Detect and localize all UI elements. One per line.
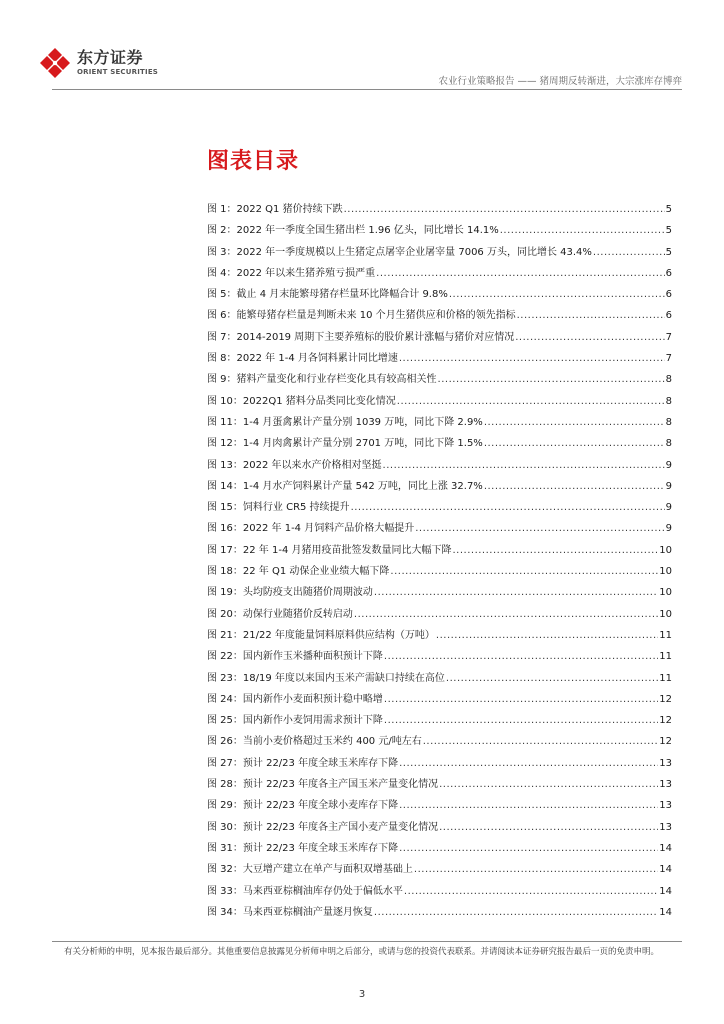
logo-english-name: ORIENT SECURITIES (77, 68, 159, 76)
toc-entry-page: 13 (659, 821, 672, 833)
toc-entry[interactable] (207, 522, 672, 543)
toc-entry-label: 图 14：1-4 月水产饲料累计产量 542 万吨，同比上涨 32.7% (207, 480, 483, 492)
toc-entry-page: 14 (659, 842, 672, 854)
toc-entry-page: 5 (665, 225, 672, 237)
toc-dot-leader (453, 544, 659, 558)
toc-entry-page: 8 (665, 395, 672, 407)
toc-entry-page: 6 (665, 267, 672, 279)
footer-divider (52, 941, 682, 942)
toc-entry-label: 图 27：预计 22/23 年度全球玉米库存下降 (207, 757, 399, 769)
toc-dot-leader (404, 885, 658, 899)
toc-entry[interactable] (207, 352, 672, 373)
toc-entry-label: 图 21：21/22 年度能量饲料原料供应结构（万吨） (207, 629, 435, 641)
toc-entry-label: 图 1：2022 Q1 猪价持续下跌 (207, 204, 343, 215)
toc-dot-leader (439, 821, 658, 835)
toc-dot-leader (390, 565, 658, 579)
toc-entry-label: 图 25：国内新作小麦饲用需求预计下降 (207, 715, 383, 727)
toc-dot-leader (436, 629, 658, 643)
toc-entry-label: 图 13：2022 年以来水产价格相对坚挺 (207, 459, 382, 471)
toc-entry[interactable] (207, 331, 672, 352)
toc-dot-leader (351, 501, 665, 515)
toc-entry[interactable] (207, 757, 672, 778)
toc-entry-page: 11 (659, 672, 672, 684)
toc-entry-page: 10 (659, 566, 672, 578)
company-logo (38, 46, 158, 80)
toc-dot-leader (374, 586, 658, 600)
toc-entry[interactable] (207, 906, 672, 927)
toc-entry-label: 图 11：1-4 月蛋禽累计产量分别 1039 万吨，同比下降 2.9% (207, 416, 483, 428)
toc-entry[interactable] (207, 672, 672, 693)
toc-entry[interactable] (207, 629, 672, 650)
toc-entry[interactable] (207, 224, 672, 245)
toc-dot-leader (484, 437, 665, 451)
toc-list (207, 203, 672, 927)
toc-dot-leader (484, 416, 665, 430)
toc-entry-page: 14 (659, 885, 672, 897)
toc-entry[interactable] (207, 544, 672, 565)
toc-entry-page: 5 (665, 246, 672, 258)
toc-entry-label: 图 12：1-4 月肉禽累计产量分别 2701 万吨，同比下降 1.5% (207, 438, 483, 450)
toc-dot-leader (397, 395, 665, 409)
toc-dot-leader (384, 693, 658, 707)
toc-entry-page: 11 (659, 629, 672, 641)
toc-entry[interactable] (207, 650, 672, 671)
toc-entry-page: 12 (659, 715, 672, 727)
toc-entry-page: 9 (665, 523, 672, 535)
toc-entry[interactable] (207, 267, 672, 288)
toc-entry-page: 13 (659, 757, 672, 769)
toc-entry[interactable] (207, 203, 672, 224)
toc-entry-label: 图 19：头均防疫支出随猪价周期波动 (207, 587, 373, 599)
toc-entry[interactable] (207, 288, 672, 309)
toc-dot-leader (439, 778, 658, 792)
toc-entry-label: 图 3：2022 年一季度规模以上生猪定点屠宰企业屠宰量 7006 万头，同比增长 43.4% (207, 246, 592, 258)
toc-entry-label: 图 28：预计 22/23 年度各主产国玉米产量变化情况 (207, 779, 439, 791)
toc-entry[interactable] (207, 885, 672, 906)
report-title: 农业行业策略报告 —— 猪周期反转渐进，大宗涨库存博弈 (438, 76, 682, 87)
toc-dot-leader (384, 714, 658, 728)
toc-entry-page: 10 (659, 544, 672, 556)
toc-entry-page: 13 (659, 800, 672, 812)
logo-chinese-name: 东方证券 (77, 48, 144, 67)
toc-entry-label: 图 2：2022 年一季度全国生猪出栏 1.96 亿头，同比增长 14.1% (207, 225, 499, 237)
toc-entry-label: 图 30：预计 22/23 年度各主产国小麦产量变化情况 (207, 821, 439, 833)
toc-entry-label: 图 9：猪料产量变化和行业存栏变化具有较高相关性 (207, 374, 437, 386)
toc-entry[interactable] (207, 693, 672, 714)
toc-entry-page: 7 (665, 331, 672, 343)
toc-dot-leader (414, 863, 658, 877)
toc-entry[interactable] (207, 608, 672, 629)
toc-heading: 图表目录 (207, 149, 300, 174)
toc-entry-label: 图 20：动保行业随猪价反转启动 (207, 608, 353, 620)
toc-dot-leader (354, 608, 658, 622)
toc-dot-leader (374, 906, 658, 920)
toc-entry-page: 13 (659, 779, 672, 791)
toc-entry-label: 图 16：2022 年 1-4 月饲料产品价格大幅提升 (207, 523, 415, 535)
toc-dot-leader (383, 459, 665, 473)
toc-entry-label: 图 26：当前小麦价格超过玉米约 400 元/吨左右 (207, 736, 422, 748)
toc-entry[interactable] (207, 459, 672, 480)
toc-entry-page: 8 (665, 438, 672, 450)
toc-dot-leader (449, 288, 665, 302)
toc-entry-label: 图 23：18/19 年度以来国内玉米产需缺口持续在高位 (207, 672, 445, 684)
toc-entry-page: 12 (659, 736, 672, 748)
toc-entry[interactable] (207, 480, 672, 501)
toc-entry-label: 图 5：截止 4 月末能繁母猪存栏量环比降幅合计 9.8% (207, 289, 448, 301)
toc-entry[interactable] (207, 565, 672, 586)
toc-entry-label: 图 33：马来西亚棕榈油库存仍处于偏低水平 (207, 885, 403, 897)
toc-entry[interactable] (207, 863, 672, 884)
toc-dot-leader (399, 757, 658, 771)
toc-entry[interactable] (207, 799, 672, 820)
toc-dot-leader (438, 373, 665, 387)
toc-dot-leader (384, 650, 658, 664)
toc-entry-page: 6 (665, 310, 672, 322)
toc-entry-label: 图 31：预计 22/23 年度全球玉米库存下降 (207, 842, 399, 854)
toc-entry-page: 10 (659, 608, 672, 620)
toc-entry-label: 图 24：国内新作小麦面积预计稳中略增 (207, 693, 383, 705)
page-number: 3 (358, 989, 366, 1000)
toc-dot-leader (500, 224, 665, 238)
toc-entry[interactable] (207, 246, 672, 267)
footer-disclaimer: 有关分析师的申明，见本报告最后部分。其他重要信息披露见分析师申明之后部分，或请与您的投资代表联系。并请阅读本证券研究报告最后一页的免责申明。 (64, 947, 660, 957)
toc-entry-label: 图 18：22 年 Q1 动保企业业绩大幅下降 (207, 566, 390, 578)
toc-dot-leader (517, 309, 665, 323)
toc-entry-label: 图 6：能繁母猪存栏量是判断未来 10 个月生猪供应和价格的领先指标 (207, 310, 516, 322)
toc-dot-leader (593, 246, 665, 260)
toc-entry-label: 图 34：马来西亚棕榈油产量逐月恢复 (207, 906, 373, 918)
toc-entry-page: 7 (665, 353, 672, 365)
toc-entry-page: 11 (659, 651, 672, 663)
toc-entry-page: 12 (659, 693, 672, 705)
toc-entry-page: 5 (665, 204, 672, 215)
toc-dot-leader (399, 799, 658, 813)
toc-dot-leader (399, 352, 665, 366)
toc-dot-leader (484, 480, 665, 494)
toc-entry-page: 8 (665, 374, 672, 386)
toc-dot-leader (423, 735, 659, 749)
toc-entry[interactable] (207, 395, 672, 416)
toc-entry[interactable] (207, 842, 672, 863)
toc-dot-leader (376, 267, 664, 281)
toc-entry-page: 9 (665, 480, 672, 492)
toc-dot-leader (344, 203, 665, 217)
toc-entry[interactable] (207, 373, 672, 394)
toc-entry[interactable] (207, 714, 672, 735)
toc-dot-leader (515, 331, 664, 345)
toc-entry[interactable] (207, 501, 672, 522)
toc-entry-page: 9 (665, 502, 672, 514)
toc-entry-page: 14 (659, 864, 672, 876)
toc-entry-page: 10 (659, 587, 672, 599)
toc-entry-page: 14 (659, 906, 672, 918)
toc-entry-label: 图 15：饲料行业 CR5 持续提升 (207, 502, 350, 514)
toc-entry-label: 图 32：大豆增产建立在单产与面积双增基础上 (207, 864, 413, 876)
toc-dot-leader (415, 522, 664, 536)
toc-entry-label: 图 4：2022 年以来生猪养殖亏损严重 (207, 267, 376, 279)
toc-entry-label: 图 8：2022 年 1-4 月各饲料累计同比增速 (207, 353, 398, 365)
toc-entry-label: 图 22：国内新作玉米播种面积预计下降 (207, 651, 383, 663)
header-divider (52, 89, 682, 90)
toc-dot-leader (399, 842, 658, 856)
toc-entry[interactable] (207, 309, 672, 330)
toc-entry-page: 8 (665, 416, 672, 428)
toc-entry-page: 6 (665, 289, 672, 301)
toc-entry-page: 9 (665, 459, 672, 471)
toc-entry[interactable] (207, 416, 672, 437)
orient-securities-logo-icon (38, 46, 72, 80)
toc-entry-label: 图 29：预计 22/23 年度全球小麦库存下降 (207, 800, 399, 812)
toc-entry-label: 图 7：2014-2019 周期下主要养殖标的股价累计涨幅与猪价对应情况 (207, 331, 515, 343)
toc-entry[interactable] (207, 437, 672, 458)
toc-entry[interactable] (207, 586, 672, 607)
toc-entry[interactable] (207, 735, 672, 756)
toc-dot-leader (446, 672, 658, 686)
toc-entry-label: 图 17：22 年 1-4 月猪用疫苗批签发数量同比大幅下降 (207, 544, 452, 556)
toc-entry[interactable] (207, 778, 672, 799)
toc-entry[interactable] (207, 821, 672, 842)
toc-entry-label: 图 10：2022Q1 猪料分品类同比变化情况 (207, 395, 396, 407)
